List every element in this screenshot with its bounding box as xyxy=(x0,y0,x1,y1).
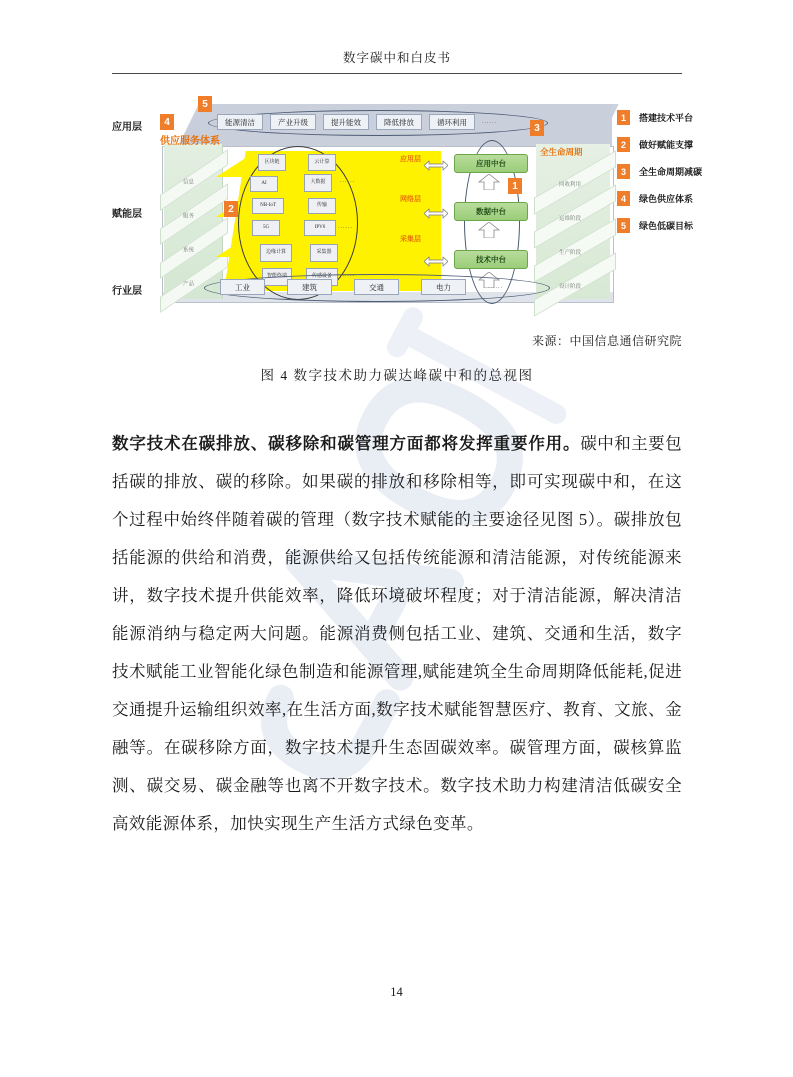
supply-bar-3: 产品 xyxy=(160,251,228,313)
tech-box-collector: 采集器 xyxy=(310,244,338,262)
up-arrow-1 xyxy=(478,174,500,190)
body-paragraph-text: 碳中和主要包括碳的排放、碳的移除。如果碳的排放和移除相等，即可实现碳中和，在这个过程中始终伴随着碳的管理（数字技术赋能的主要途径见图 5）。碳排放包括能源的供给和消费，能源供给又包括传统能源和清洁能源，对传统能源来讲，数字技术提升供能效率，降低环境破坏程度；对于清洁能源，解决清洁能源消纳与稳定两大问题。能源消费侧包括工业、建筑、交通和生活，数字技术赋能工业智能化绿色制造和能源管理,赋能建筑全生命周期降低能耗,促进交通提升运输组织效率,在生活方面,数字技术赋能智慧医疗、教育、文旅、金融等。在碳移除方面，数字技术提升生态固碳效率。碳管理方面，碳核算监测、碳交易、碳金融等也离不开数字技术。数字技术助力构建清洁低碳安全高效能源体系，加快实现生产生活方式绿色变革。 xyxy=(112,434,682,833)
pill-construction[interactable]: 建筑 xyxy=(287,279,332,295)
bottom-pills-more: ...... xyxy=(488,284,503,290)
pill-recycling[interactable]: 循环利用 xyxy=(429,114,475,130)
lifecycle-bar-2: 生产阶段 xyxy=(534,218,616,282)
marker-5: 5 xyxy=(198,96,212,112)
figure-4 xyxy=(112,96,703,321)
legend-chip-3: 3 xyxy=(617,164,630,179)
top-pills-more: ...... xyxy=(482,119,497,125)
legend-label-1: 搭建技术平台 xyxy=(639,113,694,123)
platform-box-technology[interactable]: 技术中台 xyxy=(454,250,528,269)
double-arrow-3 xyxy=(424,254,448,265)
figure-legend xyxy=(617,104,702,239)
pill-power[interactable]: 电力 xyxy=(421,279,466,295)
wedge-label-application: 应用层 xyxy=(400,155,421,163)
figure-caption: 图 4 数字技术助力碳达峰碳中和的总视图 xyxy=(260,368,534,383)
tech-box-sensor: 传感设备 xyxy=(306,268,338,286)
axis-label-enabling: 赋能层 xyxy=(112,209,142,220)
legend-item-4 xyxy=(617,185,702,212)
supply-bar-0: 信息 xyxy=(160,149,228,211)
marker-1: 1 xyxy=(508,178,522,194)
tech-dots-1: ...... xyxy=(340,178,355,184)
axis-label-application: 应用层 xyxy=(112,122,142,133)
legend-chip-4: 4 xyxy=(617,191,630,206)
tech-box-ipv6: IPV6 xyxy=(304,220,336,236)
pill-energy-efficiency[interactable]: 提升能效 xyxy=(323,114,369,130)
tech-box-smart-terminal: 智能终端 xyxy=(262,268,292,286)
pill-reduce-emission[interactable]: 降低排放 xyxy=(376,114,422,130)
lifecycle-bar-1: 运维阶段 xyxy=(534,184,616,248)
page-number: 14 xyxy=(390,985,403,999)
pill-industry[interactable]: 工业 xyxy=(220,279,265,295)
pill-transport[interactable]: 交通 xyxy=(354,279,399,295)
tech-box-ai: AI xyxy=(250,176,278,192)
legend-chip-2: 2 xyxy=(617,137,630,152)
top-pill-row xyxy=(217,114,497,130)
legend-label-4: 绿色供应体系 xyxy=(639,194,694,204)
pill-industry-upgrade[interactable]: 产业升级 xyxy=(270,114,316,130)
tech-box-blockchain: 区块链 xyxy=(258,154,286,171)
supply-bar-1: 服务 xyxy=(160,183,228,245)
axis-label-industry: 行业层 xyxy=(112,286,142,297)
lifecycle-slab xyxy=(536,144,610,299)
legend-item-1 xyxy=(617,104,702,131)
legend-item-5 xyxy=(617,212,702,239)
tech-box-cloud: 云计算 xyxy=(308,154,336,171)
tech-box-nbiot: NB-IoT xyxy=(252,198,284,214)
marker-4: 4 xyxy=(160,114,174,130)
lifecycle-title: 全生命周期 xyxy=(540,147,583,157)
up-arrow-2 xyxy=(478,222,500,238)
double-arrow-2 xyxy=(424,206,448,217)
tech-box-transmission: 传输 xyxy=(308,198,336,214)
legend-label-2: 做好赋能支撑 xyxy=(639,140,694,150)
legend-chip-1: 1 xyxy=(617,110,630,125)
legend-chip-5: 5 xyxy=(617,218,630,233)
legend-item-2 xyxy=(617,131,702,158)
figure-source: 来源：中国信息通信研究院 xyxy=(531,334,682,348)
platform-box-application[interactable]: 应用中台 xyxy=(454,154,528,173)
tech-dots-2: ...... xyxy=(338,224,353,230)
marker-2: 2 xyxy=(224,201,238,217)
tech-box-edge-computing: 边缘计算 xyxy=(260,244,292,262)
wedge-label-collection: 采集层 xyxy=(400,235,421,243)
header-rule xyxy=(112,73,682,74)
lifecycle-bar-3: 设计阶段 xyxy=(534,252,616,316)
supply-chain-slab xyxy=(164,144,223,299)
pill-energy-clean[interactable]: 能源清洁 xyxy=(217,114,263,130)
page-header: 数字碳中和白皮书 xyxy=(342,51,451,65)
body-paragraph xyxy=(112,425,682,843)
legend-item-3 xyxy=(617,158,702,185)
lifecycle-bar-0: 回收利用 xyxy=(534,150,616,214)
tech-dots-3: ...... xyxy=(340,272,355,278)
legend-label-3: 全生命周期减碳 xyxy=(639,167,703,177)
wedge-label-network: 网络层 xyxy=(400,195,421,203)
legend-label-5: 绿色低碳目标 xyxy=(639,221,694,231)
platform-box-data[interactable]: 数据中台 xyxy=(454,202,528,221)
supply-system-title: 供应服务体系 xyxy=(160,136,220,147)
bottom-pill-row xyxy=(220,279,503,295)
supply-bar-2: 系统 xyxy=(160,217,228,279)
tech-box-5g: 5G xyxy=(252,220,280,236)
figure-canvas xyxy=(112,96,703,321)
tech-box-bigdata: 大数据 xyxy=(304,174,332,192)
body-lead-sentence: 数字技术在碳排放、碳移除和碳管理方面都将发挥重要作用。 xyxy=(112,434,581,453)
marker-3: 3 xyxy=(530,120,544,136)
double-arrow-1 xyxy=(424,158,448,169)
